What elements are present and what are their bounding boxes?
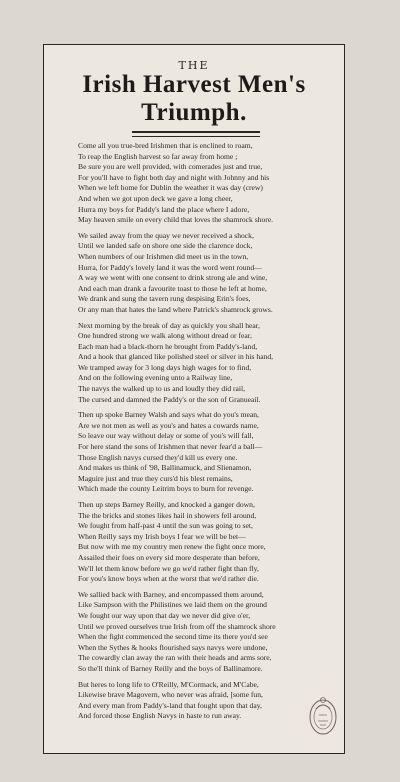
broadside-sheet xyxy=(43,44,345,754)
verse-line: We fought from half-past 4 until the sun was going to set, xyxy=(78,521,253,531)
verse-line: Next morning by the break of day as quickly you shall hear, xyxy=(78,320,260,330)
verse-line: Likewise brave Magovern, who never was afraid, [some fun, xyxy=(78,690,263,700)
verse-line: For you's know boys when at the worst that we'd rather die. xyxy=(78,574,259,584)
verse-line: Hurra my boys for Paddy's land the place where I adore, xyxy=(78,204,250,214)
verse-line: We sailed away from the quay we never received a shock, xyxy=(78,230,254,240)
verse-line: Until we landed safe on shore one side the clarence dock, xyxy=(78,241,253,251)
verse-line: For you'll have to fight both day and night with Johnny and his xyxy=(78,172,270,182)
verse-line: And forced those English Navys in haste to run away. xyxy=(78,711,242,721)
verse-line: We fought our way upon that day we never did give o'er, xyxy=(78,610,251,620)
stanza xyxy=(78,231,334,316)
verse-line: Then up spoke Barney Walsh and says what do you's mean, xyxy=(78,410,259,420)
verse-line: Which made the county Leitrim boys to burn for revenge. xyxy=(78,484,254,494)
stanza xyxy=(78,141,334,226)
verse-line: Then up steps Barney Reilly, and knocked a ganger down, xyxy=(78,500,255,509)
verse-line: When the Sythes & hooks flourished says navys were undone, xyxy=(78,642,268,652)
verse-line: And when we got upon deck we gave a long cheer, xyxy=(78,193,233,203)
verse-line: We tramped away for 3 long days high wages for to find, xyxy=(78,362,252,372)
verse-line: For here stand the sons of Irishmen that never fear'd a ball— xyxy=(78,442,263,452)
stanza xyxy=(78,321,334,406)
verse-line: One hundred strong we walk along without dread or fear, xyxy=(78,331,252,341)
title-line-1: Irish Harvest Men's xyxy=(82,71,306,98)
verse-line: And every man from Paddy's-land that fought upon that day, xyxy=(78,700,262,710)
verse-line: Until we proved ourselves true Irish from off the shamrock shore xyxy=(78,621,276,631)
verse-line: When the fight commenced the second time its there you'd see xyxy=(78,632,268,642)
verse-line: To reap the English harvest so far away from home ; xyxy=(78,151,238,161)
verse-line: Or any man that hates the land where Patrick's shamrock grows. xyxy=(78,304,273,314)
verse-line: And a hook that glanced like polished steel or silver in his hand, xyxy=(78,352,274,362)
verse-line: Hurra, for Paddy's lovely land it was the word went round— xyxy=(78,262,262,272)
verse-line: The cowardly clan away the ran with their heads and arms sore, xyxy=(78,653,272,663)
verse-line: Like Sampson with the Philistines we laid them on the ground xyxy=(78,600,267,610)
verse-line: Assailed their foes on every sid more desperate than before, xyxy=(78,552,260,562)
verse-line: So leave our way without delay or some of you's will fall, xyxy=(78,431,254,441)
verse-line: We drank and sung the tavern rung despising Erin's foes, xyxy=(78,294,251,304)
verse-line: Be sure you are well provided, with comerades just and true, xyxy=(78,162,263,172)
verse-line: May heaven smile on every child that loves the shamrock shore. xyxy=(78,215,274,225)
verse-line: Are we not men as well as you's and hates a cowards name, xyxy=(78,420,259,430)
verse-line: A way we went with one consent to drink strong ale and wine, xyxy=(78,273,268,283)
stanza xyxy=(78,410,334,495)
verse-line: The navys the walked up to us and loudly they did rail, xyxy=(78,384,246,394)
verse-line: When numbers of our Irishmen did meet us in the town, xyxy=(78,251,249,261)
ballad-title xyxy=(44,71,344,127)
stanza xyxy=(78,590,334,675)
verse-line: But now with me my country men renew the fight once more, xyxy=(78,542,266,552)
verse-line: We sallied back with Barney, and encompassed them around, xyxy=(78,589,264,599)
printer-seal-icon xyxy=(308,695,338,737)
title-line-2: Triumph. xyxy=(141,99,247,126)
verse-line: Each man had a black-thorn he brought from Paddy's-land, xyxy=(78,341,258,351)
verse-line: And makes us think of '98, Ballinamuck, and Slienamon, xyxy=(78,463,252,473)
verse-line: When Reilly says my Irish boys I fear we will be bet— xyxy=(78,531,246,541)
stanza xyxy=(78,680,334,722)
verse-line: So the'll think of Barney Reilly and the boys of Ballinamore. xyxy=(78,663,263,673)
title-divider xyxy=(132,131,260,137)
verse-line: And on the following evening unto a Railway line, xyxy=(78,373,233,383)
verse-line: Those English navys cursed they'd kill us every one. xyxy=(78,452,238,462)
stanza xyxy=(78,500,334,585)
verse-line: But heres to long life to O'Reilly, M'Cormack, and M'Cabe, xyxy=(78,679,259,689)
verse-line: Maguire just and true they curs'd his blest remains, xyxy=(78,473,233,483)
ballad-text xyxy=(78,141,334,727)
verse-line: We'll let them know before we go we'd rather fight than fly, xyxy=(78,563,259,573)
verse-line: Come all you true-bred Irishmen that is enclined to roam, xyxy=(78,141,253,150)
title-prefix: THE xyxy=(178,59,210,72)
verse-line: The the bricks and stones likes hail in showers fell around, xyxy=(78,510,257,520)
verse-line: And each man drank a favourite toast to those he left at home, xyxy=(78,283,267,293)
verse-line: The cursed and damned the Paddy's or the son of Granueail. xyxy=(78,394,261,404)
verse-line: When we left home for Dublin the weather it was day (crew) xyxy=(78,183,263,193)
